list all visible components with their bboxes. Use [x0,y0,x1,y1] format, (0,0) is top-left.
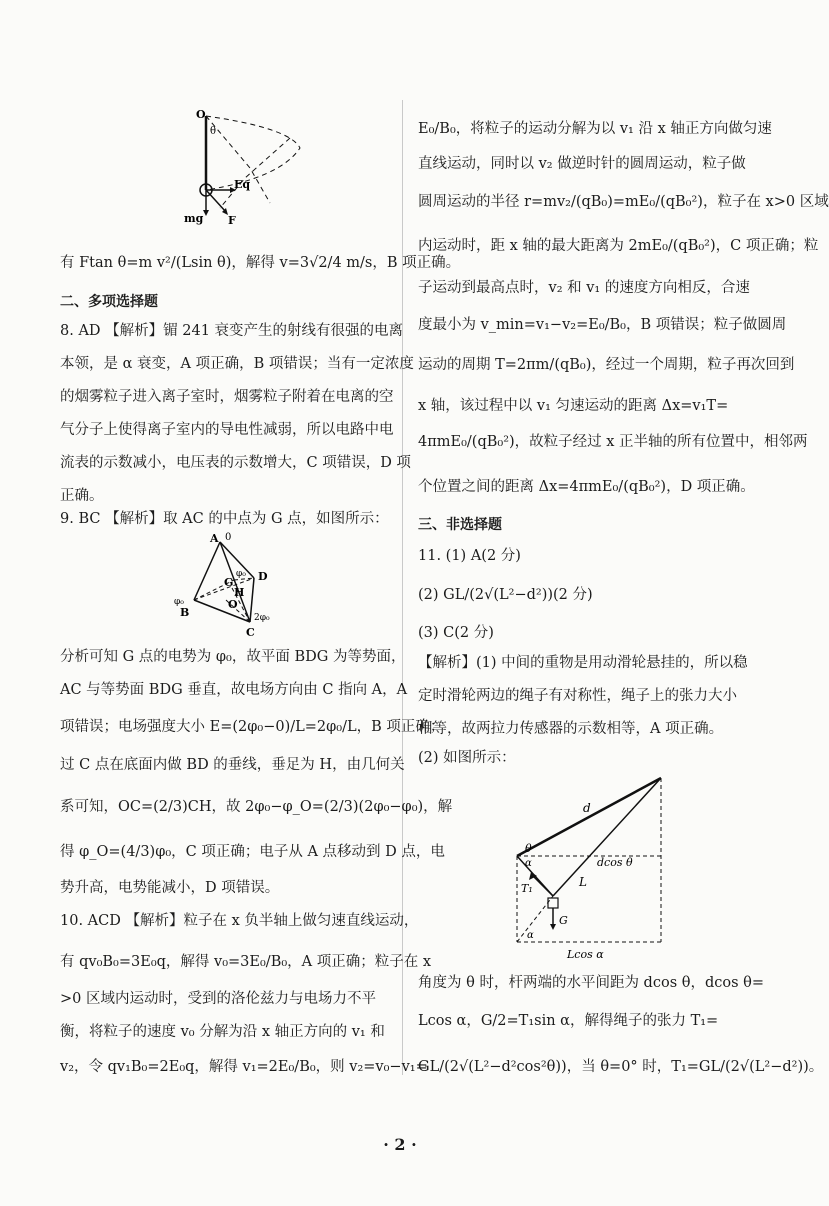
answer-line: (3) C(2 分) [418,625,494,641]
text-line: E₀/B₀，将粒子的运动分解为以 v₁ 沿 x 轴正方向做匀速 [418,121,772,137]
text-line: 4πmE₀/(qB₀²)，故粒子经过 x 正半轴的所有位置中，相邻两 [418,434,808,450]
section-heading: 二、多项选择题 [60,294,158,310]
rope-label: Lcos α [567,948,604,961]
rope-label: d [583,801,591,815]
page-number: · 2 · [383,1135,417,1154]
pendulum-label: F [228,214,236,227]
text-line: 得 φ_O=(4/3)φ₀，C 项正确；电子从 A 点移动到 D 点，电 [60,844,445,860]
text-line: 运动的周期 T=2πm/(qB₀)，经过一个周期，粒子再次回到 [418,357,795,373]
text-line: 内运动时，距 x 轴的最大距离为 2mE₀/(qB₀²)，C 项正确；粒 [418,238,819,254]
tetra-label: φ₀ [174,597,184,607]
text-line: x 轴，该过程中以 v₁ 匀速运动的距离 Δx=v₁T= [418,398,729,414]
text-line: 过 C 点在底面内做 BD 的垂线，垂足为 H，由几何关 [60,757,405,773]
text-line: Lcos α，G/2=T₁sin α，解得绳子的张力 T₁= [418,1013,719,1029]
text-line: 8. AD 【解析】镅 241 衰变产生的射线有很强的电离 [60,323,404,339]
text-line: 有 Ftan θ=m v²/(Lsin θ)，解得 v=3√2/4 m/s，B 项正确。 [60,255,461,271]
rope-label: G [559,914,568,927]
text-line: 角度为 θ 时，杆两端的水平间距为 dcos θ，dcos θ= [418,975,765,991]
text-line: 分析可知 G 点的电势为 φ₀，故平面 BDG 为等势面， [60,649,406,665]
text-line: 9. BC 【解析】取 AC 的中点为 G 点，如图所示： [60,511,389,527]
tetra-label: G [224,576,234,589]
pendulum-figure [184,108,340,228]
text-line: 度最小为 v_min=v₁−v₂=E₀/B₀，B 项错误；粒子做圆周 [418,317,787,333]
pendulum-label: θ [210,126,217,137]
tetra-label: D [258,570,268,583]
rope-label: L [579,875,587,889]
tetrahedron-figure [170,530,300,640]
text-line: 衡，将粒子的速度 v₀ 分解为沿 x 轴正方向的 v₁ 和 [60,1024,385,1040]
section-heading: 三、非选择题 [418,517,502,533]
tetra-label: C [246,626,255,639]
text-line: 个位置之间的距离 Δx=4πmE₀/(qB₀²)，D 项正确。 [418,479,755,495]
rope-label: α [525,858,532,869]
text-line: >0 区域内运动时，受到的洛伦兹力与电场力不平 [60,991,376,1007]
tetra-label: φ₀ [236,569,246,579]
text-line: 直线运动，同时以 v₂ 做逆时针的圆周运动，粒子做 [418,156,746,172]
text-line: 10. ACD 【解析】粒子在 x 负半轴上做匀速直线运动， [60,913,419,929]
rope-label: α [527,930,534,941]
text-line: 定时滑轮两边的绳子有对称性，绳子上的张力大小 [418,688,737,704]
text-line: 项错误；电场强度大小 E=(2φ₀−0)/L=2φ₀/L，B 项正确； [60,719,445,735]
text-line: 势升高，电势能减小，D 项错误。 [60,880,280,896]
answer-line: (2) GL/(2√(L²−d²))(2 分) [418,587,593,603]
text-line: 圆周运动的半径 r=mv₂/(qB₀)=mE₀/(qB₀²)，粒子在 x>0 区域 [418,194,829,210]
text-line: 相等，故两拉力传感器的示数相等，A 项正确。 [418,721,724,737]
text-line: 系可知，OC=(2/3)CH，故 2φ₀−φ_O=(2/3)(2φ₀−φ₀)，解 [60,799,453,815]
text-line: 子运动到最高点时，v₂ 和 v₁ 的速度方向相反，合速 [418,280,750,296]
rope-label: T₁ [521,882,533,895]
tetra-label: 2φ₀ [254,613,270,623]
text-line: GL/(2√(L²−d²cos²θ))，当 θ=0° 时，T₁=GL/(2√(L²−d²))。 [418,1059,824,1075]
rope-label: dcos θ [597,856,633,869]
pendulum-label: Eq [234,178,251,191]
tetra-label: O [228,598,238,611]
text-line: 气分子上使得离子室内的导电性减弱，所以电路中电 [60,422,394,438]
tetra-label: H [234,586,245,599]
rope-figure [503,770,673,960]
text-line: 11. (1) A(2 分) [418,548,521,564]
text-line: v₂，令 qv₁B₀=2E₀q，解得 v₁=2E₀/B₀，则 v₂=v₀−v₁= [60,1059,428,1075]
pendulum-label: mg [184,212,204,225]
tetra-label: A [210,532,219,545]
rope-label: θ [525,842,532,855]
text-line: 本领，是 α 衰变，A 项正确，B 项错误；当有一定浓度 [60,356,414,372]
pendulum-label: O [196,108,206,121]
text-line: AC 与等势面 BDG 垂直，故电场方向由 C 指向 A，A [60,682,408,698]
text-line: 正确。 [60,488,104,504]
text-line: 有 qv₀B₀=3E₀q，解得 v₀=3E₀/B₀，A 项正确；粒子在 x [60,954,432,970]
text-line: (2) 如图所示： [418,750,516,766]
text-line: 【解析】(1) 中间的重物是用动滑轮悬挂的，所以稳 [418,655,748,671]
tetra-label: B [180,606,190,619]
tetra-label: 0 [225,532,232,543]
text-line: 流表的示数减小，电压表的示数增大，C 项错误，D 项 [60,455,411,471]
text-line: 的烟雾粒子进入离子室时，烟雾粒子附着在电离的空 [60,389,394,405]
